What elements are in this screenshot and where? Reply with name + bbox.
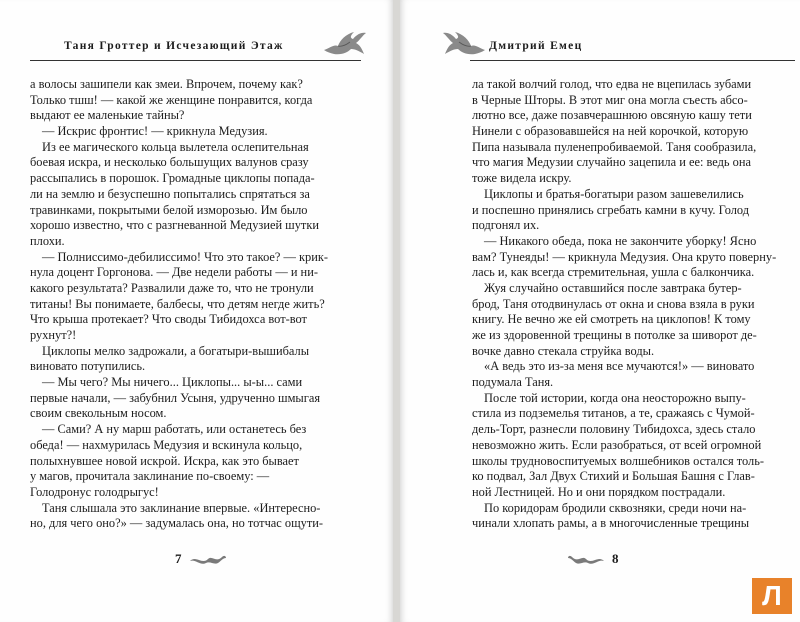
body-text (472, 77, 796, 532)
text-line: титаны! Вы понимаете, балбесы, что детям негде жить? (30, 296, 325, 311)
text-line: но, для чего оно?» — задумалась она, но тотчас ощути- (30, 516, 324, 531)
text-line: вам? Тунеяды! — крикнула Медузия. Она круто поверну- (472, 249, 777, 264)
text-line: Голодронус голодрыгус! (30, 484, 159, 499)
text-line: Пипа называла пуленепробиваемой. Таня сообразила, (472, 139, 757, 154)
text-line: подгонял их. (472, 218, 540, 233)
text-line: брод, Таня отодвинулась от окна и снова взяла в руки (472, 296, 755, 311)
text-line: стила из подземелья титанов, а те, сражаясь с Чумой- (472, 406, 755, 421)
dragon-vignette-icon (188, 551, 228, 567)
text-line: выдают ее маленькие тайны? (30, 108, 185, 123)
text-line: Только тшш! — какой же женщине понравится, когда (30, 92, 313, 107)
text-line: Из ее магического кольца вылетела ослепительная (42, 139, 309, 154)
body-text (30, 77, 363, 532)
text-line: подумала Таня. (472, 375, 554, 390)
text-line: — Полниссимо-дебилиссимо! Что это такое? — крик- (42, 249, 328, 264)
text-line: плохи. (30, 233, 65, 248)
text-line: Что крыша протекает? Что своды Тибидохса вот-вот (30, 312, 307, 327)
text-line: а волосы зашипели как змеи. Впрочем, почему как? (30, 77, 303, 91)
text-line: — Сами? А ну марш работать, или останетесь без (42, 422, 307, 437)
text-line: ла такой волчий голод, что едва не вцепилась зубами (472, 77, 752, 91)
text-line: виновато потупились. (30, 359, 146, 374)
text-line: Жуя случайно оставшийся после завтрака бутер- (484, 280, 742, 295)
text-line: Таня слышала это заклинание впервые. «Интересно- (42, 500, 321, 515)
text-line: ной Лестницей. Но и они порядком пострадали. (472, 484, 726, 499)
page-number: 7 (175, 551, 182, 566)
dragon-icon (441, 26, 489, 60)
text-line: — Мы чего? Мы ничего... Циклопы... ы-ы... сами (42, 375, 303, 390)
left-page (0, 0, 393, 622)
right-page (400, 0, 800, 622)
text-line: лась и, как всегда стремительная, ушла с балкончика. (472, 265, 755, 280)
text-line: «А ведь это из-за меня все мучаются!» — виновато (484, 359, 755, 374)
text-line: — Никакого обеда, пока не закончите уборку! Ясно (484, 233, 757, 248)
book-gutter (393, 0, 400, 622)
text-line: рухнут?! (30, 328, 77, 342)
text-line: чинали хлопать рамы, а в многочисленные трещины (472, 516, 750, 531)
text-line: первые начали, — забубнил Усыня, удрученно шмыгая (30, 390, 321, 405)
running-head: Таня Гроттер и Исчезающий Этаж (64, 40, 284, 52)
header-rule (30, 60, 361, 61)
page-number: 8 (612, 551, 619, 566)
text-line: и поспешно принялись сгребать камни в кучу. Голод (472, 202, 750, 217)
text-line: После той истории, когда она неосторожно выпу- (484, 390, 746, 405)
dragon-vignette-icon (566, 551, 606, 567)
text-line: у магов, прочитала заклинание по-своему: — (30, 469, 270, 484)
text-line: рассыпались в порошок. Громадные циклопы попада- (30, 171, 315, 186)
text-line: ли на землю и безуспешно попытались спрятаться за (30, 186, 310, 201)
text-line: своим свекольным носом. (30, 406, 167, 421)
text-line: что магия Медузии случайно зацепила и ее: ведь она (472, 155, 751, 170)
dragon-icon (320, 26, 368, 60)
text-line: хорошо известно, что с разгневанной Медузией шутки (30, 218, 319, 233)
text-line: Циклопы мелко задрожали, а богатыри-вышибалы (42, 343, 310, 358)
text-line: дель-Торт, разнесли половину Тибидохса, здесь стало (472, 422, 756, 437)
text-line: вочке давно стекала струйка воды. (472, 343, 655, 358)
text-line: в Черные Шторы. В этот миг она могла съесть абсо- (472, 92, 748, 107)
text-line: тоже видела искру. (472, 171, 572, 186)
text-line: травинками, покрытыми белой изморозью. Им было (30, 202, 308, 217)
text-line: книгу. Не вечно же ей смотреть на циклопов! К тому (472, 312, 751, 327)
text-line: полыхнувшее новой искрой. Искра, как это бывает (30, 453, 299, 468)
text-line: боевая искра, и несколько большущих валунов сразу (30, 155, 309, 170)
text-line: же из здоровенной трещины в потолке за шиворот де- (472, 328, 757, 342)
running-head: Дмитрий Емец (489, 40, 583, 52)
text-line: — Искрис фронтис! — крикнула Медузия. (42, 124, 268, 139)
header-rule (470, 60, 795, 61)
page-footer (566, 551, 619, 567)
text-line: школы трудновоспитуемых волшебников остался толь- (472, 453, 765, 468)
page-footer (175, 551, 228, 567)
text-line: По коридорам бродили сквозняки, среди ночи на- (484, 500, 747, 515)
text-line: нула доцент Горгонова. — Две недели работы — и ни- (30, 265, 318, 280)
text-line: Нинели с образовавшейся на ней корочкой, которую (472, 124, 749, 139)
text-line: невозможно жить. Если разобраться, от всей огромной (472, 437, 762, 452)
text-line: лютно все, даже позавчерашнюю овсяную кашу тети (472, 108, 752, 123)
text-line: обеда! — нахмурилась Медузия и вскинула кольцо, (30, 437, 303, 452)
publisher-logo-badge: Л (752, 578, 792, 614)
text-line: Циклопы и братья-богатыри разом зашевелились (484, 186, 744, 201)
text-line: ко подвал, Зал Двух Стихий и Большая Башня с Глав- (472, 469, 755, 484)
text-line: какого результата? Развалили даже то, что не тронули (30, 280, 314, 295)
